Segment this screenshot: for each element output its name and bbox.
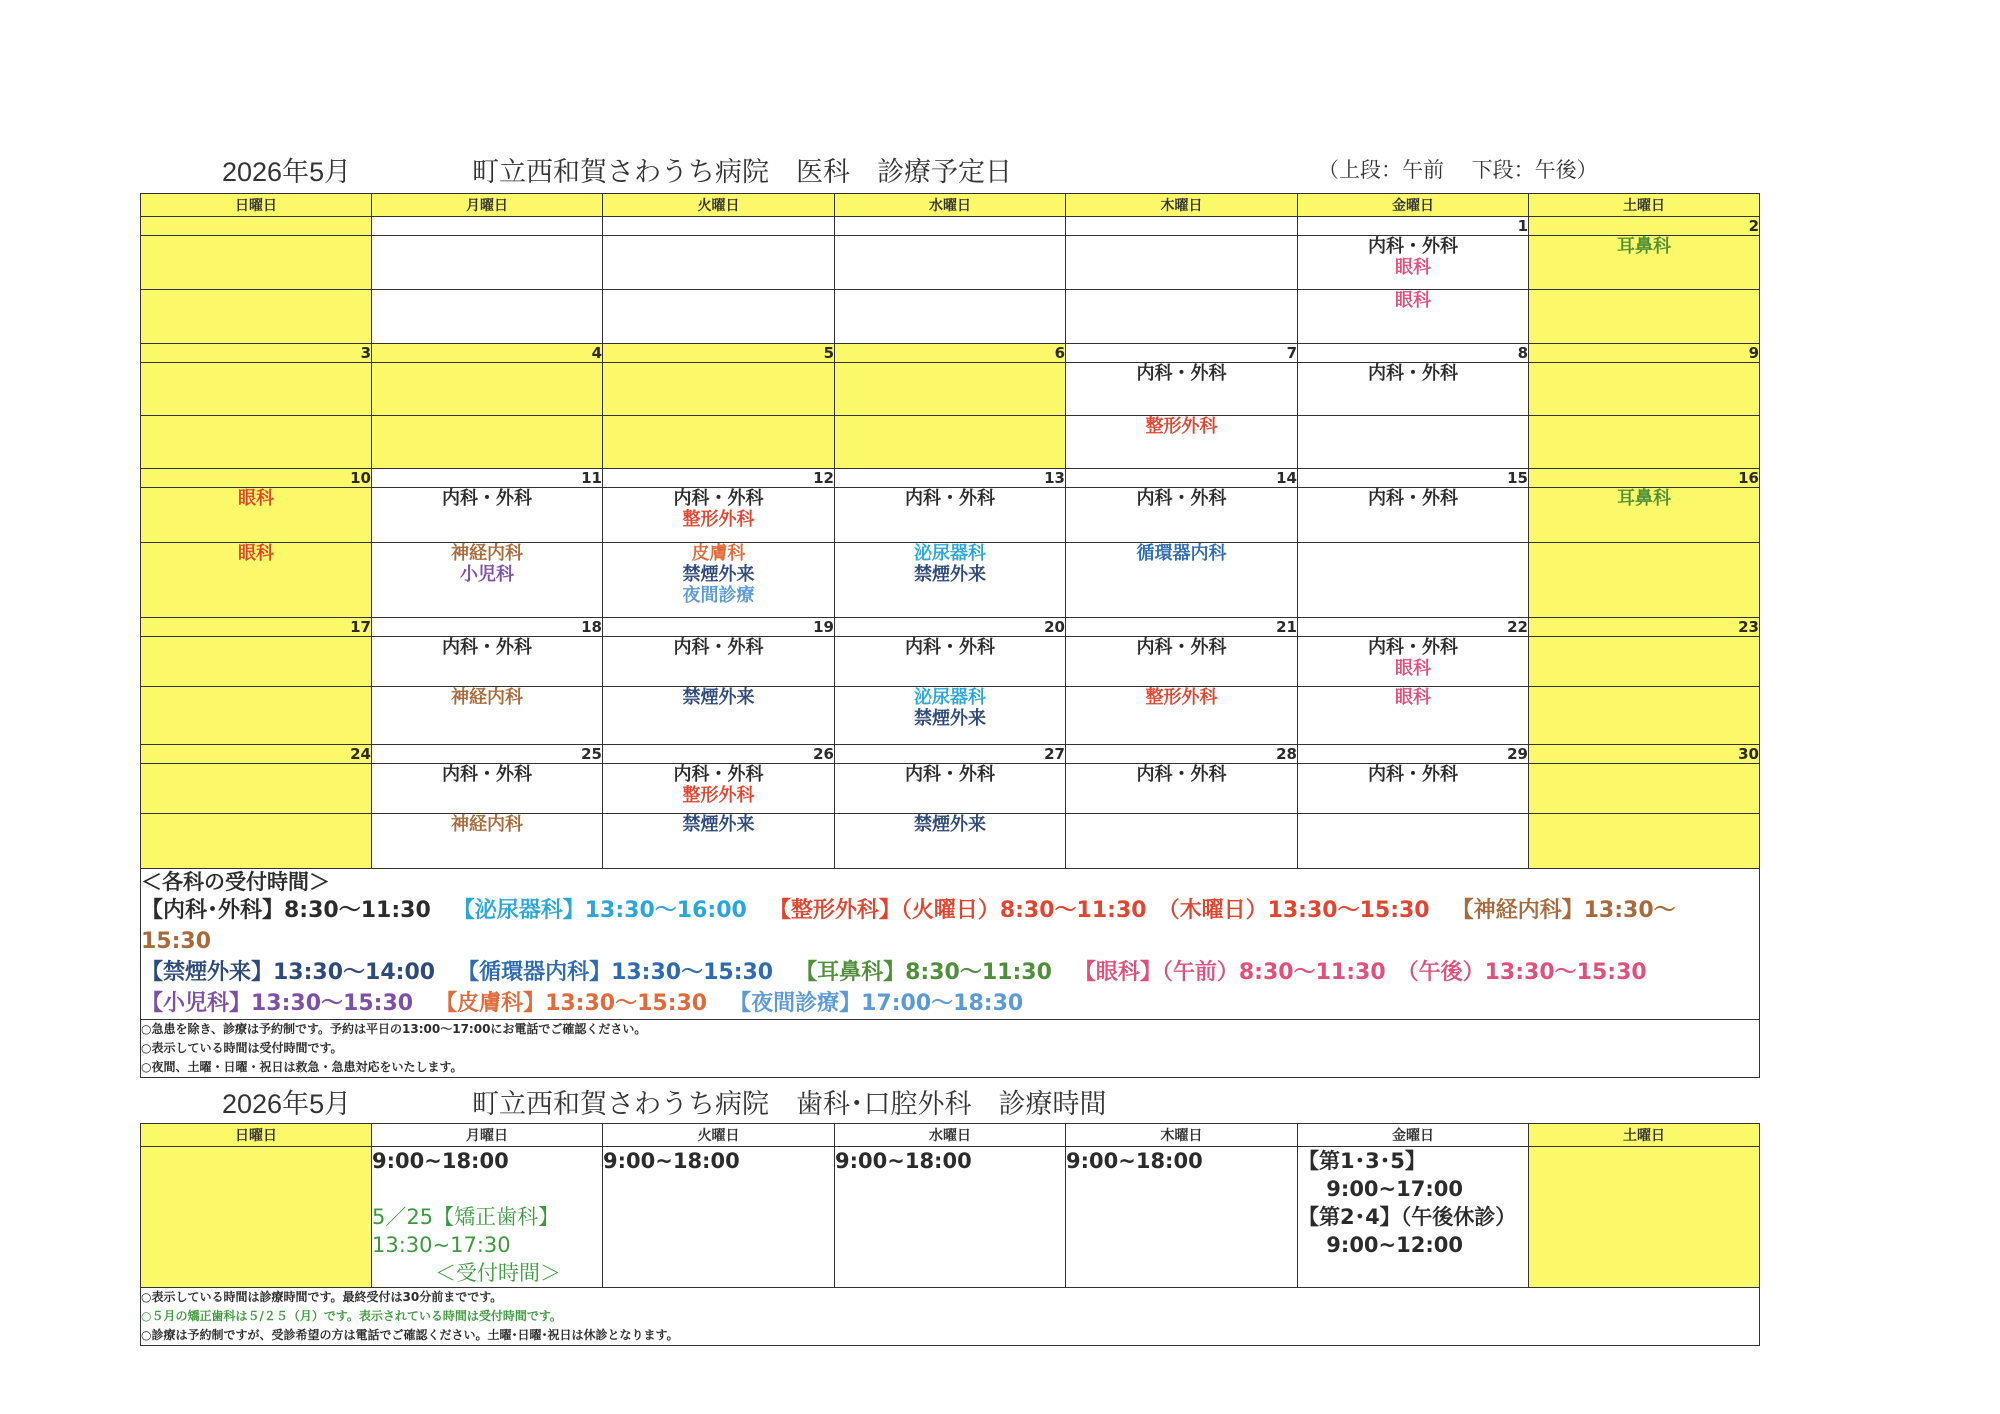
pm-slot xyxy=(372,687,603,745)
department-label: 内科・外科 xyxy=(1368,637,1458,658)
day-number: 24 xyxy=(141,745,372,764)
department-label: 内科・外科 xyxy=(1368,236,1458,257)
department-label: 内科・外科 xyxy=(1136,637,1227,658)
am-slot xyxy=(1066,764,1298,814)
department-label: 禁煙外来 xyxy=(682,564,755,585)
department-label: 耳鼻科 xyxy=(1617,236,1671,257)
date-row xyxy=(141,618,1760,637)
department-label: 整形外科 xyxy=(682,785,755,806)
day-number: 26 xyxy=(603,745,835,764)
pm-row xyxy=(141,416,1760,469)
weekday-header-row xyxy=(141,194,1760,217)
day-number: 20 xyxy=(835,618,1066,637)
am-slot xyxy=(603,637,835,687)
day-number xyxy=(141,217,372,236)
dental-schedule-table xyxy=(140,1123,1760,1346)
department-label: 内科・外科 xyxy=(905,488,995,509)
department-label: 小児科 xyxy=(460,564,514,585)
am-slot xyxy=(835,637,1066,687)
pm-slot xyxy=(372,543,603,618)
dental-day-cell xyxy=(1066,1147,1298,1288)
am-slot xyxy=(1298,363,1529,416)
dental-hours-line: 9:00~12:00 xyxy=(1298,1233,1463,1257)
day-number: 3 xyxy=(141,344,372,363)
am-slot xyxy=(372,488,603,543)
dental-notes xyxy=(141,1288,1760,1346)
dental-hours-line: 【第2･4】（午後休診） xyxy=(1298,1205,1517,1229)
am-slot xyxy=(1529,488,1760,543)
pm-slot xyxy=(1066,416,1298,469)
am-slot xyxy=(372,236,603,290)
reception-time-entry: 【神経内科】13:30～15:30 xyxy=(141,898,1676,954)
pm-slot xyxy=(372,814,603,869)
am-slot xyxy=(141,488,372,543)
pm-slot xyxy=(1066,290,1298,344)
dental-weekday-header-row xyxy=(141,1124,1760,1147)
dental-hours-line: 13:30~17:30 xyxy=(372,1233,511,1257)
am-slot xyxy=(1066,488,1298,543)
day-number xyxy=(1066,217,1298,236)
am-slot xyxy=(1066,236,1298,290)
pm-slot xyxy=(1066,687,1298,745)
am-slot xyxy=(603,764,835,814)
dental-title-date: 2026年5月 xyxy=(222,1089,352,1119)
department-label: 禁煙外来 xyxy=(682,814,755,835)
day-number: 13 xyxy=(835,469,1066,488)
department-label: 整形外科 xyxy=(1145,416,1218,437)
dental-hours-line: 9:00~18:00 xyxy=(603,1149,740,1173)
reception-time-entry: 【夜間診療】17:00～18:30 xyxy=(729,991,1024,1016)
pm-slot xyxy=(603,687,835,745)
pm-slot xyxy=(372,290,603,344)
department-label: 禁煙外来 xyxy=(914,564,986,585)
am-slot xyxy=(141,363,372,416)
reception-heading: ＜各科の受付時間＞ xyxy=(141,870,330,894)
am-row xyxy=(141,363,1760,416)
day-number: 1 xyxy=(1298,217,1529,236)
reception-time-entry: 【小児科】13:30～15:30 xyxy=(141,991,414,1016)
pm-slot xyxy=(1529,416,1760,469)
department-label: 内科・外科 xyxy=(1368,363,1458,384)
reception-time-entry: 【耳鼻科】8:30～11:30 xyxy=(795,960,1052,985)
am-slot xyxy=(372,764,603,814)
department-label: 耳鼻科 xyxy=(1617,488,1671,509)
pm-slot xyxy=(603,543,835,618)
dental-day-cell xyxy=(603,1147,835,1288)
am-slot xyxy=(1298,236,1529,290)
department-label: 内科・外科 xyxy=(442,637,532,658)
am-slot xyxy=(1529,363,1760,416)
pm-row xyxy=(141,543,1760,618)
reception-time-entry: 【整形外科】（火曜日）8:30～11:30 （木曜日）13:30～15:30 xyxy=(768,898,1430,923)
department-label: 眼科 xyxy=(238,488,274,509)
dental-weekday-thu: 木曜日 xyxy=(1066,1124,1298,1147)
department-label: 内科・外科 xyxy=(905,637,995,658)
pm-slot xyxy=(835,416,1066,469)
weekday-sun: 日曜日 xyxy=(141,194,372,217)
pm-slot xyxy=(141,543,372,618)
department-label: 内科・外科 xyxy=(1368,764,1458,785)
department-label: 内科・外科 xyxy=(442,488,532,509)
day-number: 16 xyxy=(1529,469,1760,488)
date-row xyxy=(141,217,1760,236)
pm-slot xyxy=(1298,416,1529,469)
day-number: 23 xyxy=(1529,618,1760,637)
am-slot xyxy=(141,637,372,687)
pm-slot xyxy=(141,814,372,869)
day-number: 9 xyxy=(1529,344,1760,363)
department-label: 内科・外科 xyxy=(1368,488,1458,509)
reception-lines xyxy=(141,895,1759,1019)
pm-slot xyxy=(1298,543,1529,618)
am-slot xyxy=(141,236,372,290)
day-number: 17 xyxy=(141,618,372,637)
pm-slot xyxy=(835,814,1066,869)
dental-day-cell xyxy=(1529,1147,1760,1288)
department-label: 整形外科 xyxy=(1145,687,1218,708)
department-label: 神経内科 xyxy=(451,814,523,835)
am-slot xyxy=(835,488,1066,543)
am-row xyxy=(141,764,1760,814)
dental-day-cell xyxy=(372,1147,603,1288)
pm-slot xyxy=(141,687,372,745)
pm-slot xyxy=(1298,814,1529,869)
dental-weekday-sun: 日曜日 xyxy=(141,1124,372,1147)
department-label: 循環器内科 xyxy=(1136,543,1227,564)
department-label: 眼科 xyxy=(1395,658,1431,679)
dental-day-cell xyxy=(1298,1147,1529,1288)
pm-row xyxy=(141,687,1760,745)
dental-weekday-sat: 土曜日 xyxy=(1529,1124,1760,1147)
department-label: 禁煙外来 xyxy=(914,708,986,729)
day-number: 2 xyxy=(1529,217,1760,236)
pm-slot xyxy=(835,687,1066,745)
pm-row xyxy=(141,814,1760,869)
day-number: 6 xyxy=(835,344,1066,363)
pm-slot xyxy=(1298,687,1529,745)
dental-hours-line: 9:00~18:00 xyxy=(1066,1149,1203,1173)
reception-time-entry: 【泌尿器科】13:30～16:00 xyxy=(452,898,747,923)
day-number: 19 xyxy=(603,618,835,637)
department-label: 夜間診療 xyxy=(682,585,755,606)
department-label: 内科・外科 xyxy=(1136,363,1227,384)
medical-notes xyxy=(141,1020,1760,1078)
day-number xyxy=(835,217,1066,236)
pm-slot xyxy=(1066,814,1298,869)
weekday-thu: 木曜日 xyxy=(1066,194,1298,217)
day-number: 21 xyxy=(1066,618,1298,637)
dental-note-line: ○表示している時間は診療時間です。最終受付は30分前までです。 xyxy=(141,1290,503,1304)
note-line: ○急患を除き、診療は予約制です。予約は平日の13:00～17:00にお電話でご確認ください。 xyxy=(141,1022,647,1036)
am-slot xyxy=(835,363,1066,416)
dental-hours-line: ＜受付時間＞ xyxy=(372,1261,561,1285)
dental-note-line: ○診療は予約制ですが、受診希望の方は電話でご確認ください。土曜･日曜･祝日は休診となります。 xyxy=(141,1328,679,1342)
department-label: 眼科 xyxy=(238,543,274,564)
day-number: 8 xyxy=(1298,344,1529,363)
day-number: 14 xyxy=(1066,469,1298,488)
dental-hours-line: 9:00~18:00 xyxy=(372,1149,509,1173)
am-slot xyxy=(603,488,835,543)
department-label: 眼科 xyxy=(1395,687,1431,708)
am-slot xyxy=(835,764,1066,814)
department-label: 内科・外科 xyxy=(442,764,532,785)
dental-hours-line: 9:00~18:00 xyxy=(835,1149,972,1173)
department-label: 内科・外科 xyxy=(1136,488,1227,509)
pm-slot xyxy=(1529,687,1760,745)
reception-time-entry: 【皮膚科】13:30～15:30 xyxy=(435,991,708,1016)
am-slot xyxy=(603,363,835,416)
department-label: 禁煙外来 xyxy=(914,814,986,835)
am-slot xyxy=(1529,236,1760,290)
note-line: ○表示している時間は受付時間です。 xyxy=(141,1041,343,1055)
dental-hours-line: 5／25【矯正歯科】 xyxy=(372,1205,560,1229)
department-label: 眼科 xyxy=(1395,257,1431,278)
department-label: 内科・外科 xyxy=(905,764,995,785)
day-number: 29 xyxy=(1298,745,1529,764)
medical-title: 町立西和賀さわうち病院 医科 診療予定日 xyxy=(472,157,1012,187)
pm-slot xyxy=(1529,290,1760,344)
department-label: 内科・外科 xyxy=(673,488,764,509)
day-number: 11 xyxy=(372,469,603,488)
pm-row xyxy=(141,290,1760,344)
pm-slot xyxy=(141,416,372,469)
pm-slot xyxy=(603,416,835,469)
weekday-tue: 火曜日 xyxy=(603,194,835,217)
am-slot xyxy=(1298,488,1529,543)
department-label: 整形外科 xyxy=(682,509,755,530)
day-number xyxy=(603,217,835,236)
reception-times xyxy=(141,869,1760,1020)
pm-slot xyxy=(1066,543,1298,618)
reception-line xyxy=(141,895,1759,957)
department-label: 眼科 xyxy=(1395,290,1431,311)
medical-schedule-table xyxy=(140,193,1760,1078)
dental-weekday-mon: 月曜日 xyxy=(372,1124,603,1147)
day-number: 18 xyxy=(372,618,603,637)
am-slot xyxy=(141,764,372,814)
weekday-wed: 水曜日 xyxy=(835,194,1066,217)
pm-slot xyxy=(835,543,1066,618)
am-slot xyxy=(1066,637,1298,687)
date-row xyxy=(141,745,1760,764)
pm-slot xyxy=(1298,290,1529,344)
dental-hours-line xyxy=(372,1175,602,1203)
pm-slot xyxy=(141,290,372,344)
day-number: 4 xyxy=(372,344,603,363)
department-label: 内科・外科 xyxy=(673,764,764,785)
pm-slot xyxy=(372,416,603,469)
day-number: 7 xyxy=(1066,344,1298,363)
department-label: 皮膚科 xyxy=(691,543,746,564)
day-number: 25 xyxy=(372,745,603,764)
am-slot xyxy=(1529,764,1760,814)
am-row xyxy=(141,637,1760,687)
day-number: 15 xyxy=(1298,469,1529,488)
am-slot xyxy=(372,363,603,416)
am-slot xyxy=(835,236,1066,290)
am-pm-legend: （上段：午前 下段：午後） xyxy=(1318,158,1598,182)
am-slot xyxy=(1066,363,1298,416)
day-number: 22 xyxy=(1298,618,1529,637)
department-label: 泌尿器科 xyxy=(914,543,986,564)
am-slot xyxy=(1298,637,1529,687)
pm-slot xyxy=(603,290,835,344)
department-label: 内科・外科 xyxy=(1136,764,1227,785)
department-label: 禁煙外来 xyxy=(682,687,755,708)
am-slot xyxy=(1298,764,1529,814)
day-number: 27 xyxy=(835,745,1066,764)
am-slot xyxy=(603,236,835,290)
dental-title: 町立西和賀さわうち病院 歯科･口腔外科 診療時間 xyxy=(472,1089,1107,1119)
department-label: 内科・外科 xyxy=(673,637,764,658)
dental-hours-line: 【第1･3･5】 xyxy=(1298,1149,1426,1173)
am-row xyxy=(141,236,1760,290)
dental-note-line: ○５月の矯正歯科は５/２５（月）です。表示されている時間は受付時間です。 xyxy=(141,1309,562,1323)
date-row xyxy=(141,469,1760,488)
reception-time-entry: 【内科･外科】8:30～11:30 xyxy=(141,898,431,923)
day-number xyxy=(372,217,603,236)
weekday-mon: 月曜日 xyxy=(372,194,603,217)
weekday-fri: 金曜日 xyxy=(1298,194,1529,217)
reception-time-entry: 【禁煙外来】13:30～14:00 xyxy=(141,960,436,985)
reception-time-entry: 【循環器内科】13:30～15:30 xyxy=(457,960,774,985)
weekday-sat: 土曜日 xyxy=(1529,194,1760,217)
am-slot xyxy=(372,637,603,687)
dental-hours-line: 9:00~17:00 xyxy=(1298,1177,1463,1201)
day-number: 12 xyxy=(603,469,835,488)
dental-day-cell xyxy=(835,1147,1066,1288)
dental-weekday-fri: 金曜日 xyxy=(1298,1124,1529,1147)
dental-weekday-wed: 水曜日 xyxy=(835,1124,1066,1147)
dental-weekday-tue: 火曜日 xyxy=(603,1124,835,1147)
department-label: 神経内科 xyxy=(451,687,523,708)
pm-slot xyxy=(603,814,835,869)
am-row xyxy=(141,488,1760,543)
department-label: 泌尿器科 xyxy=(914,687,986,708)
day-number: 10 xyxy=(141,469,372,488)
dental-day-cell xyxy=(141,1147,372,1288)
medical-title-date: 2026年5月 xyxy=(222,157,352,187)
day-number: 30 xyxy=(1529,745,1760,764)
date-row xyxy=(141,344,1760,363)
pm-slot xyxy=(1529,543,1760,618)
am-slot xyxy=(1529,637,1760,687)
reception-line xyxy=(141,988,1759,1019)
day-number: 28 xyxy=(1066,745,1298,764)
reception-time-entry: 【眼科】（午前）8:30～11:30 （午後）13:30～15:30 xyxy=(1073,960,1647,985)
reception-line xyxy=(141,957,1759,988)
pm-slot xyxy=(835,290,1066,344)
note-line: ○夜間、土曜・日曜・祝日は救急・急患対応をいたします。 xyxy=(141,1060,463,1074)
department-label: 神経内科 xyxy=(451,543,523,564)
day-number: 5 xyxy=(603,344,835,363)
pm-slot xyxy=(1529,814,1760,869)
